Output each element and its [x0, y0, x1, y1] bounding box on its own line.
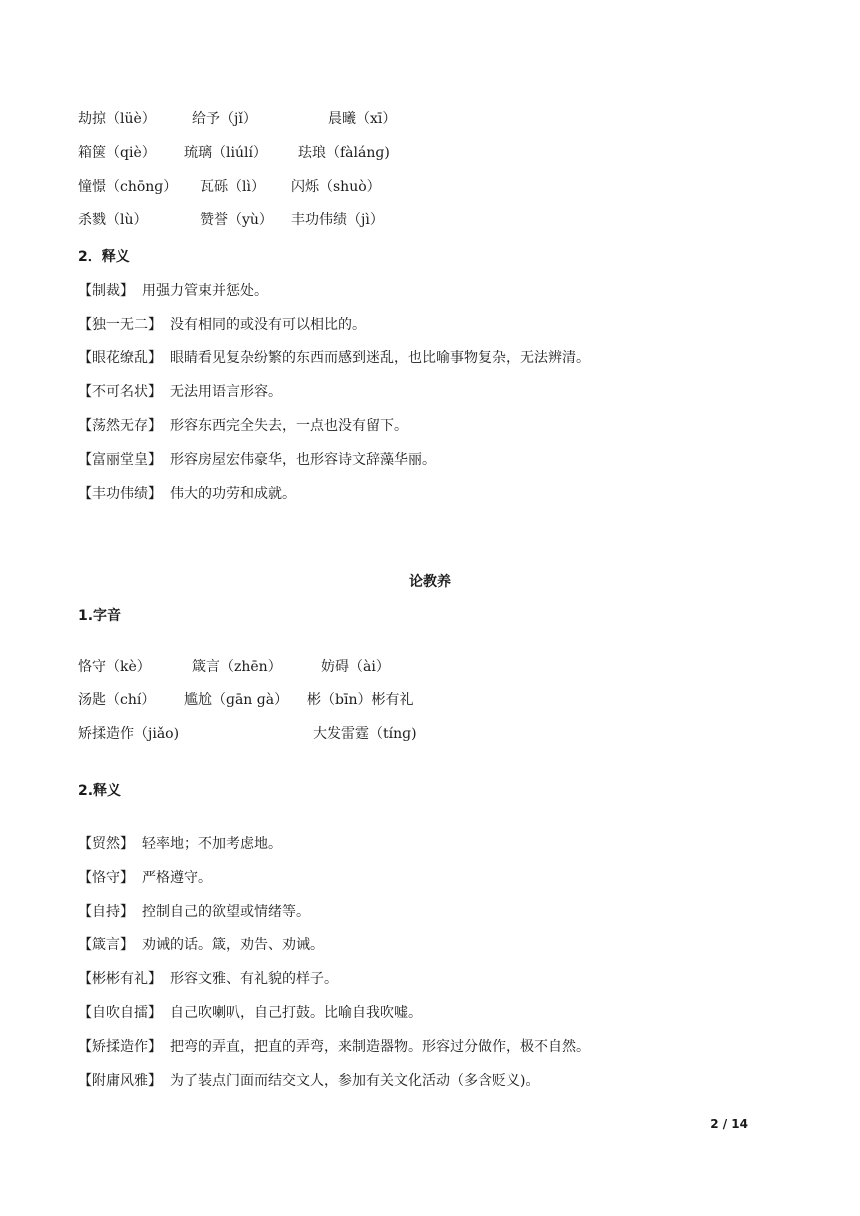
page-number: 2 / 14: [710, 1117, 748, 1131]
definition-item: [78, 381, 282, 403]
pinyin-entry: 汤匙（chí）: [78, 692, 156, 708]
definition-text: 伟大的功劳和成就。: [170, 486, 296, 502]
pinyin-entry: 箱箧（qiè）: [78, 145, 156, 161]
definition-term: 【荡然无存】: [78, 418, 162, 434]
pinyin-entry: 憧憬（chōnɡ）: [78, 179, 178, 195]
pinyin-entry: 彬（bīn）彬有礼: [307, 692, 414, 708]
section-heading-meaning: 2.释义: [78, 783, 122, 799]
pinyin-entry: 给予（jǐ）: [192, 111, 257, 127]
definition-text: 形容文雅、有礼貌的样子。: [170, 971, 338, 987]
definition-term: 【贸然】: [78, 836, 134, 852]
definition-item: [78, 483, 296, 505]
definition-item: [78, 314, 366, 336]
pinyin-entry: 箴言（zhēn）: [192, 659, 282, 675]
definition-term: 【自持】: [78, 904, 134, 920]
definition-item: [78, 968, 338, 990]
definition-text: 控制自己的欲望或情绪等。: [142, 904, 310, 920]
definition-term: 【矫揉造作】: [78, 1039, 162, 1055]
definition-term: 【眼花缭乱】: [78, 350, 162, 366]
pinyin-entry: 赞誉（yù）: [200, 212, 273, 228]
definition-item: [78, 934, 324, 956]
definition-text: 劝诫的话。箴，劝告、劝诫。: [142, 937, 324, 953]
definition-item: [78, 867, 212, 889]
definition-term: 【自吹自擂】: [78, 1005, 162, 1021]
pinyin-entry: 瓦砾（lì）: [200, 179, 265, 195]
pinyin-entry: 矫揉造作（jiǎo): [78, 726, 180, 742]
definition-term: 【附庸风雅】: [78, 1073, 162, 1089]
definition-text: 形容房屋宏伟豪华，也形容诗文辞藻华丽。: [170, 452, 436, 468]
definition-text: 为了装点门面而结交文人，参加有关文化活动（多含贬义)。: [170, 1073, 540, 1089]
definition-term: 【富丽堂皇】: [78, 452, 162, 468]
definition-term: 【彬彬有礼】: [78, 971, 162, 987]
definition-term: 【恪守】: [78, 870, 134, 886]
definition-term: 【箴言】: [78, 937, 134, 953]
pinyin-entry: 尴尬（ɡān ɡà）: [184, 692, 289, 708]
definition-item: [78, 280, 268, 302]
section-heading-meaning: 2．释义: [78, 249, 130, 265]
definition-item: [78, 901, 310, 923]
definition-text: 眼睛看见复杂纷繁的东西而感到迷乱，也比喻事物复杂，无法辨清。: [170, 350, 590, 366]
definition-item: [78, 1002, 422, 1024]
pinyin-entry: 杀戮（lù）: [78, 212, 148, 228]
pinyin-entry: 闪烁（shuò）: [291, 179, 381, 195]
pinyin-entry: 琉璃（liúlí）: [184, 145, 267, 161]
definition-item: [78, 347, 590, 369]
definition-text: 把弯的弄直，把直的弄弯，来制造器物。形容过分做作，极不自然。: [170, 1039, 590, 1055]
section-heading-sound: 1.字音: [78, 608, 122, 624]
pinyin-entry: 恪守（kè）: [78, 659, 151, 675]
pinyin-entry: 丰功伟绩（jì）: [291, 212, 384, 228]
definition-item: [78, 415, 408, 437]
pinyin-entry: 珐琅（fàlánɡ): [298, 145, 390, 161]
definition-item: [78, 449, 436, 471]
definition-text: 无法用语言形容。: [170, 384, 282, 400]
section-title: 论教养: [409, 574, 451, 590]
pinyin-entry: 劫掠（lüè）: [78, 111, 156, 127]
pinyin-entry: 大发雷霆（tínɡ): [313, 726, 417, 742]
definition-text: 没有相同的或没有可以相比的。: [170, 317, 366, 333]
definition-text: 自己吹喇叭，自己打鼓。比喻自我吹嘘。: [170, 1005, 422, 1021]
definition-item: [78, 1070, 539, 1092]
definition-term: 【丰功伟绩】: [78, 486, 162, 502]
definition-item: [78, 1036, 590, 1058]
definition-term: 【独一无二】: [78, 317, 162, 333]
definition-text: 用强力管束并惩处。: [142, 283, 268, 299]
definition-text: 严格遵守。: [142, 870, 212, 886]
definition-term: 【不可名状】: [78, 384, 162, 400]
pinyin-entry: 妨碍（ài）: [321, 659, 390, 675]
definition-term: 【制裁】: [78, 283, 134, 299]
definition-text: 形容东西完全失去，一点也没有留下。: [170, 418, 408, 434]
definition-item: [78, 833, 282, 855]
pinyin-entry: 晨曦（xī）: [328, 111, 397, 127]
definition-text: 轻率地；不加考虑地。: [142, 836, 282, 852]
